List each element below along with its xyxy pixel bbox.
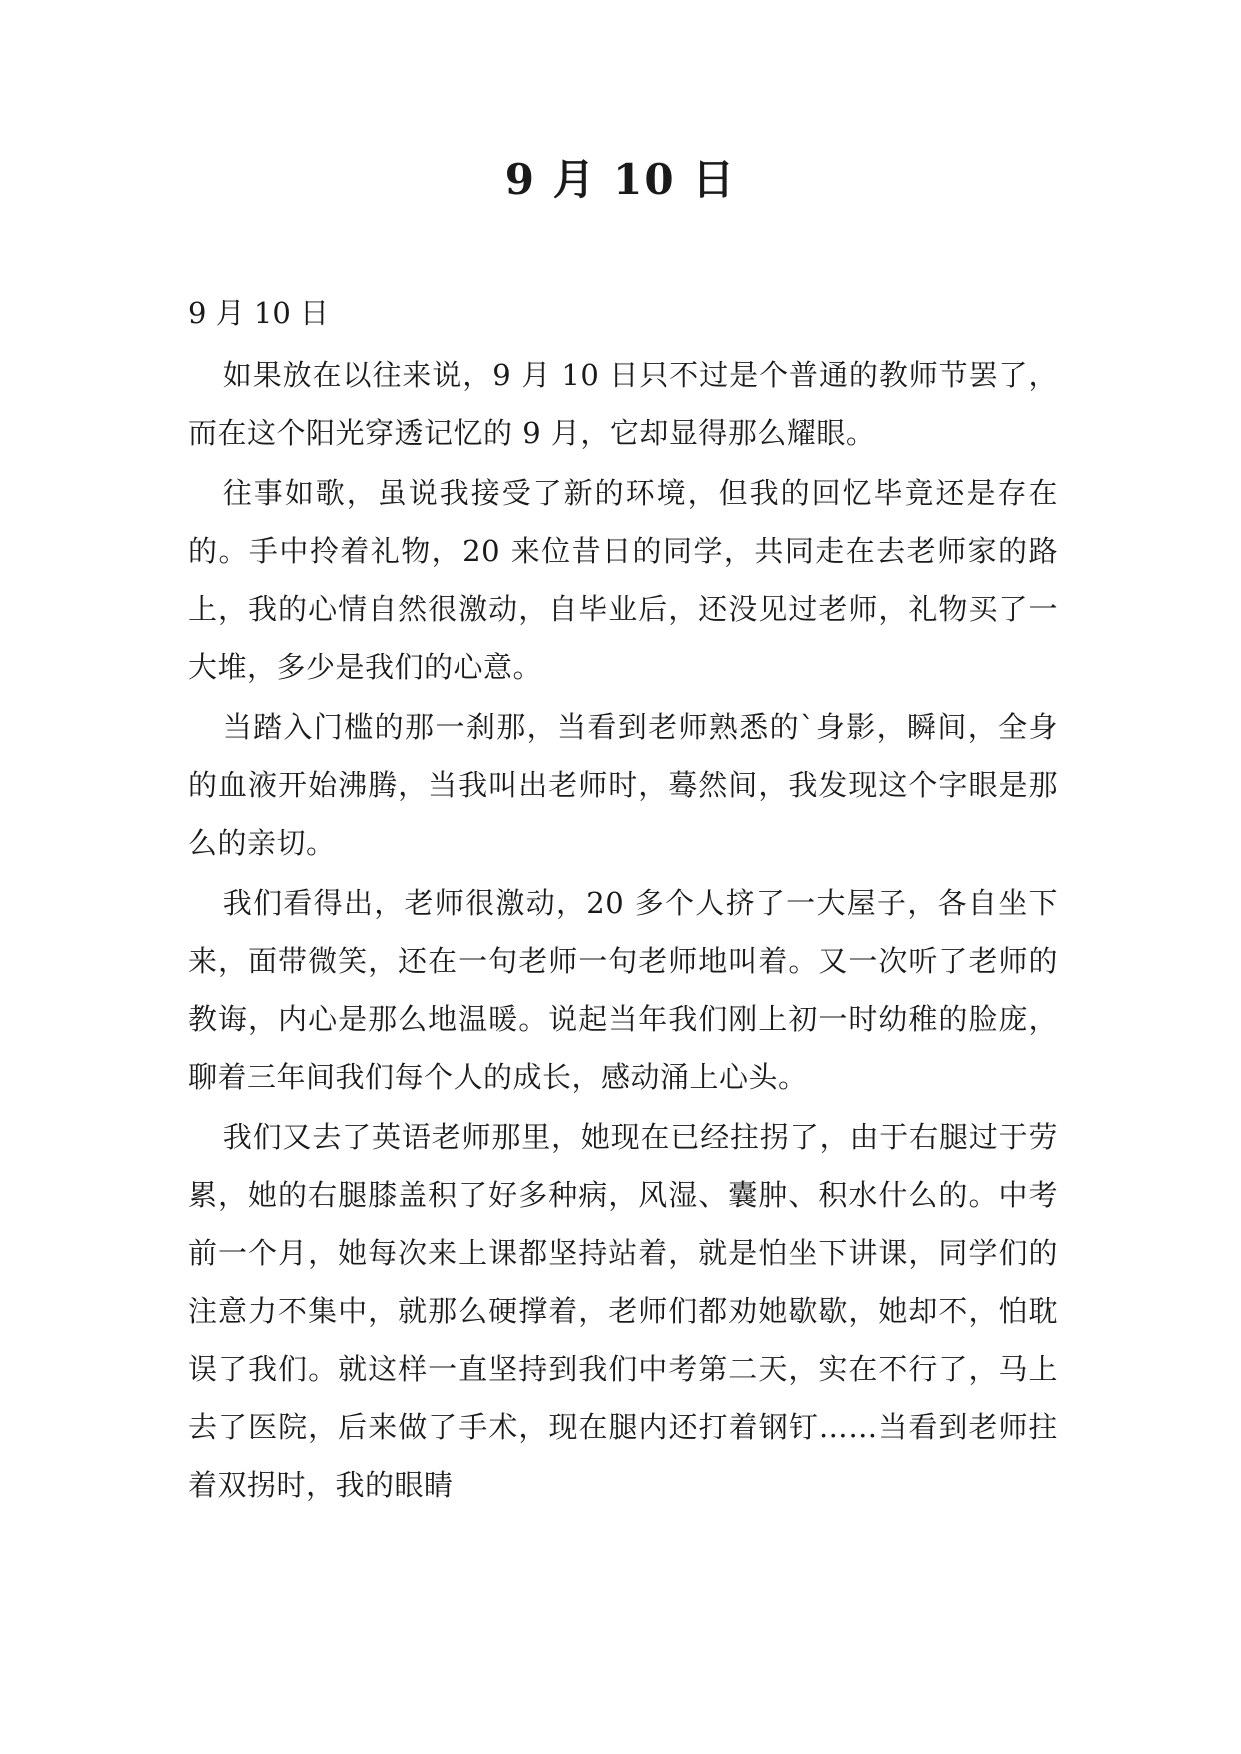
paragraph: 我们又去了英语老师那里，她现在已经拄拐了，由于右腿过于劳累，她的右腿膝盖积了好多种病，风湿、囊肿、积水什么的。中考前一个月，她每次来上课都坚持站着，就是怕坐下讲课，同学们的注意力不集中，就那么硬撑着，老师们都劝她歇歇，她却不，怕耽误了我们。就这样一直坚持到我们中考第二天，实在不行了，马上去了医院，后来做了手术，现在腿内还打着钢钉……当看到老师拄着双拐时，我的眼睛: [188, 1120, 1058, 1502]
paragraph: 往事如歌，虽说我接受了新的环境，但我的回忆毕竟还是存在的。手中拎着礼物，20 来位昔日的同学，共同走在去老师家的路上，我的心情自然很激动，自毕业后，还没见过老师，礼物买了一大堆，多少是我们的心意。: [188, 476, 1058, 684]
paragraph: 我们看得出，老师很激动，20 多个人挤了一大屋子，各自坐下来，面带微笑，还在一句老师一句老师地叫着。又一次听了老师的教诲，内心是那么地温暖。说起当年我们刚上初一时幼稚的脸庞，聊着三年间我们每个人的成长，感动涌上心头。: [188, 886, 1058, 1094]
date-line: 9 月 10 日: [188, 296, 330, 330]
document-body: [188, 288, 1058, 1516]
paragraph: 当踏入门槛的那一刹那，当看到老师熟悉的`身影，瞬间，全身的血液开始沸腾，当我叫出老师时，蓦然间，我发现这个字眼是那么的亲切。: [188, 710, 1058, 860]
paragraph: 如果放在以往来说，9 月 10 日只不过是个普通的教师节罢了，而在这个阳光穿透记忆的 9 月，它却显得那么耀眼。: [188, 358, 1058, 450]
document-title: 9 月 10 日: [504, 155, 737, 204]
